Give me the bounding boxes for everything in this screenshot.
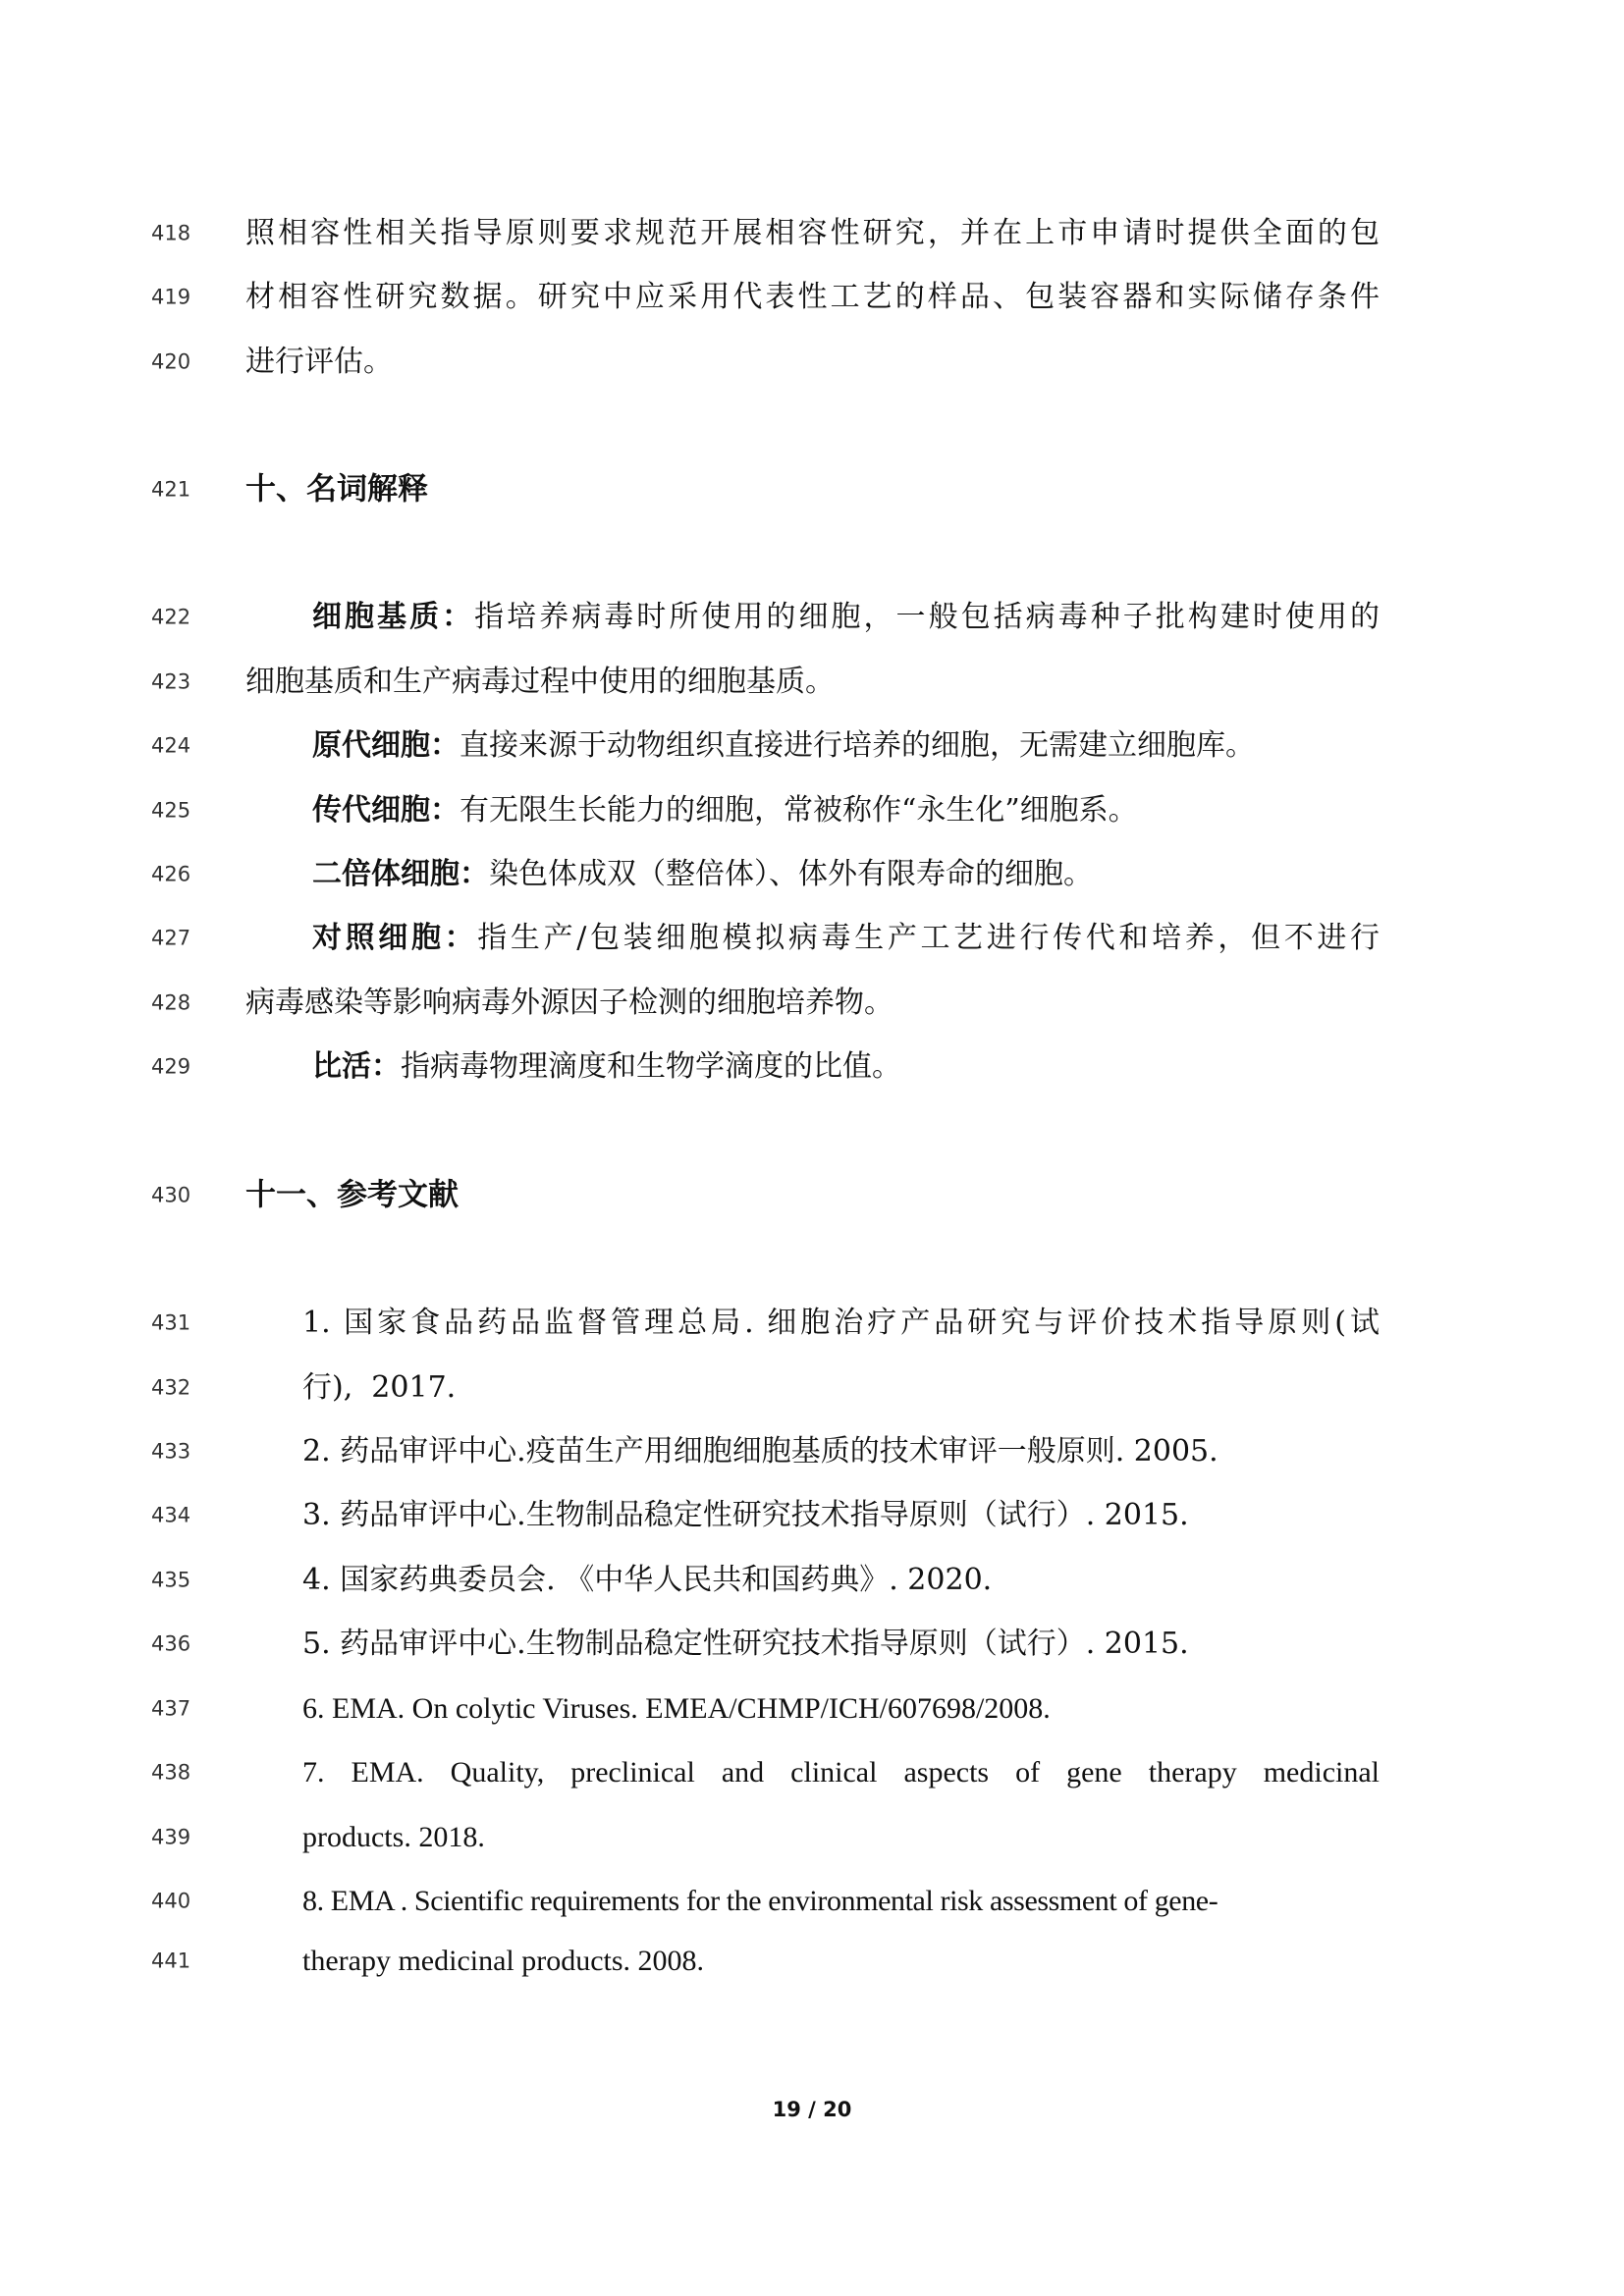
- line-number: 436: [151, 1631, 191, 1655]
- reference-line: [0, 1291, 1624, 1355]
- line-number: 430: [151, 1183, 191, 1206]
- reference-line: [0, 1677, 1624, 1740]
- reference-line: [0, 1869, 1624, 1933]
- reference-line: [0, 1805, 1624, 1869]
- definition-text: 指生产/包装细胞模拟病毒生产工艺进行传代和培养，但不进行: [477, 920, 1380, 955]
- reference-text: 1. 国家食品药品监督管理总局. 细胞治疗产品研究与评价技术指导原则(试: [302, 1305, 1380, 1340]
- reference-text: 6. EMA. On colytic Viruses. EMEA/CHMP/ICH/607698/2008.: [302, 1691, 1051, 1725]
- definition-term: 原代细胞：: [312, 727, 460, 763]
- definition-term: 二倍体细胞：: [312, 856, 489, 891]
- line-number: 432: [151, 1375, 191, 1399]
- line-420: [0, 330, 1624, 394]
- reference-line: [0, 1929, 1624, 1993]
- body-text: 进行评估。: [245, 344, 393, 379]
- definition-item: [0, 714, 1624, 777]
- definition-item: [0, 906, 1624, 970]
- line-number: 439: [151, 1825, 191, 1848]
- line-418: [0, 201, 1624, 265]
- line-number: 437: [151, 1696, 191, 1720]
- reference-line: [0, 1548, 1624, 1612]
- reference-text: products. 2018.: [302, 1820, 485, 1853]
- definition-text: 病毒感染等影响病毒外源因子检测的细胞培养物。: [245, 985, 893, 1020]
- line-number: 435: [151, 1568, 191, 1591]
- definition-term: 比活：: [312, 1048, 401, 1084]
- definition-text: 直接来源于动物组织直接进行培养的细胞，无需建立细胞库。: [460, 727, 1255, 763]
- definition-text: 有无限生长能力的细胞，常被称作“永生化”细胞系。: [460, 792, 1138, 828]
- line-number: 433: [151, 1439, 191, 1463]
- definition-item: [0, 778, 1624, 842]
- definition-item: [0, 842, 1624, 906]
- reference-text: 2. 药品审评中心.疫苗生产用细胞细胞基质的技术审评一般原则. 2005.: [302, 1433, 1218, 1468]
- definition-line: [312, 856, 1093, 891]
- reference-line: [0, 1483, 1624, 1547]
- definition-line: [312, 1048, 901, 1084]
- line-number: 431: [151, 1310, 191, 1334]
- reference-text: 7. EMA. Quality, preclinical and clinical aspects of gene therapy medicinal: [302, 1755, 1380, 1789]
- reference-text: therapy medicinal products. 2008.: [302, 1944, 705, 1977]
- reference-text: 5. 药品审评中心.生物制品稳定性研究技术指导原则（试行）. 2015.: [302, 1626, 1189, 1661]
- definition-text: 染色体成双（整倍体）、体外有限寿命的细胞。: [489, 856, 1093, 891]
- reference-text: 4. 国家药典委员会. 《中华人民共和国药典》. 2020.: [302, 1562, 993, 1597]
- line-419: [0, 265, 1624, 329]
- definition-line: [312, 599, 1380, 634]
- definition-line: [312, 792, 1138, 828]
- line-number: 426: [151, 862, 191, 885]
- line-number: 425: [151, 798, 191, 822]
- line-number: 424: [151, 733, 191, 757]
- section-title: 十一、参考文献: [245, 1177, 459, 1212]
- definition-line: [312, 920, 1380, 955]
- definition-continuation: [0, 650, 1624, 714]
- definition-item: [0, 1035, 1624, 1098]
- definition-text: 指病毒物理滴度和生物学滴度的比值。: [401, 1048, 901, 1084]
- definition-line: [312, 727, 1255, 763]
- definition-text: 细胞基质和生产病毒过程中使用的细胞基质。: [245, 664, 835, 699]
- reference-line: [0, 1419, 1624, 1483]
- line-number: 420: [151, 349, 191, 373]
- line-number: 440: [151, 1889, 191, 1912]
- reference-text: 行), 2017.: [302, 1369, 457, 1405]
- line-number: 429: [151, 1054, 191, 1078]
- line-number: 423: [151, 669, 191, 693]
- reference-line: [0, 1740, 1624, 1804]
- line-number: 419: [151, 285, 191, 308]
- reference-text: 8. EMA . Scientific requirements for the environmental risk assessment of gene-: [302, 1884, 1218, 1917]
- section-heading-references: [0, 1163, 1624, 1227]
- section-title: 十、名词解释: [245, 471, 428, 507]
- line-number: 421: [151, 477, 191, 501]
- reference-text: 3. 药品审评中心.生物制品稳定性研究技术指导原则（试行）. 2015.: [302, 1497, 1189, 1532]
- definition-term: 对照细胞：: [312, 920, 478, 955]
- line-number: 441: [151, 1949, 191, 1972]
- reference-line: [0, 1356, 1624, 1419]
- definition-continuation: [0, 971, 1624, 1035]
- body-text: 照相容性相关指导原则要求规范开展相容性研究，并在上市申请时提供全面的包: [245, 215, 1380, 250]
- reference-line: [0, 1612, 1624, 1676]
- section-heading-glossary: [0, 457, 1624, 521]
- definition-term: 传代细胞：: [312, 792, 460, 828]
- body-text: 材相容性研究数据。研究中应采用代表性工艺的样品、包装容器和实际储存条件: [245, 279, 1380, 314]
- page-number-indicator: 19 / 20: [772, 2098, 852, 2121]
- definition-text: 指培养病毒时所使用的细胞，一般包括病毒种子批构建时使用的: [474, 599, 1380, 634]
- line-number: 418: [151, 221, 191, 244]
- line-number: 427: [151, 926, 191, 949]
- line-number: 428: [151, 990, 191, 1014]
- line-number: 438: [151, 1760, 191, 1784]
- definition-term: 细胞基质：: [312, 599, 475, 634]
- line-number: 434: [151, 1503, 191, 1526]
- line-number: 422: [151, 605, 191, 628]
- definition-item: [0, 585, 1624, 649]
